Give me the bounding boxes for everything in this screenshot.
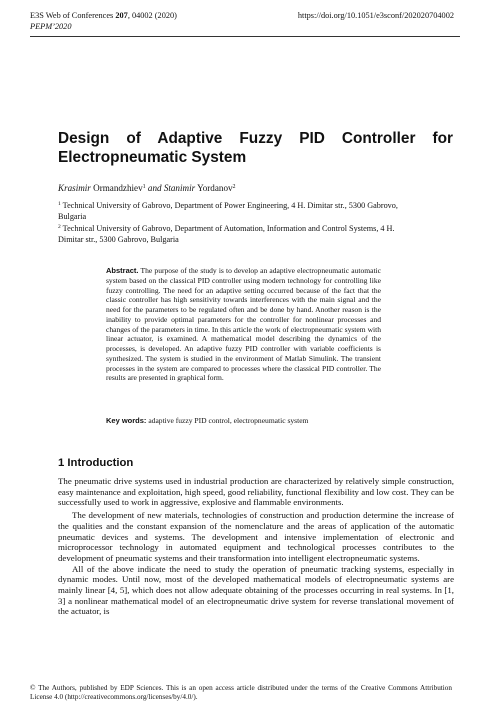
abstract: Abstract. The purpose of the study is to develop an adaptive electropneumatic automatic system based on the classical PID controller using modern technology for controlling like fuzzy controlling. The need for an adaptive setting occurred because of the fact that the classic controller has high sensitivity towards interferences with the main signal and the need for the parameters to be regulated often and be done by hand. Another reason is the inability to provide optimal parameters for the controller for nonlinear processes and changes of the parameters in time. In this article the work of electropneumatic system with linear actuator, is examined. A mathematical model describing the dynamics of the processes, is developed. An adaptive fuzzy PID controller with variable coefficients is synthesized. The system is studied in the environment of Matlab Simulink. The transient processes in the system are compared to processes where the classical PID controller. The results are presented in graphical form. (106, 266, 381, 383)
license-footer: © The Authors, published by EDP Sciences. This is an open access article distributed under the terms of the Creative Commons Attribution License 4.0 (http://creativecommons.org/licenses/by/4.0/). (30, 684, 452, 701)
body-text (58, 476, 454, 617)
paragraph: All of the above indicate the need to study the operation of pneumatic tracking systems, especially in dynamic modes. Until now, most of the developed mathematical models of electropneumatic systems are mainly linear [4, 5], which does not allow adequate obtaining of the processes occurring in real systems. In [1, 3] a nonlinear mathematical model of an electropneumatic drive system for reverse translational movement of the actuator, is (58, 563, 454, 617)
paragraph: The development of new materials, technologies of construction and production determine the increase of the qualities and the constant expansion of the nomenclature and the areas of application of the automatic pneumatic devices and systems. The development and intensive implementation of electronic and microprocessor technology in automated equipment and technological processes contributes to the development of pneumatic systems and their transformation into intelligent electropneumatic systems. (58, 510, 454, 563)
affiliation-1: $^1$ Technical University of Gabrovo, Department of Power Engineering, 4 H. Dimitar str., 5300 Gabrovo, Bulgaria (58, 201, 398, 221)
paper-title: Design of Adaptive Fuzzy PID Controller for Electropneumatic System (58, 130, 453, 166)
keywords: Key words: adaptive fuzzy PID control, electropneumatic system (106, 416, 309, 425)
keywords-label: Key words: (106, 416, 147, 425)
section-heading: 1 Introduction (58, 457, 134, 469)
author-line: Krasimir Ormandzhiev$^1$ and Stanimir Yordanov$^2$ (58, 183, 236, 193)
abstract-label: Abstract. (106, 266, 139, 275)
paragraph: The pneumatic drive systems used in industrial production are characterized by relatively simple construction, easy maintenance and exploitation, high speed, good reliability, functional flexibility and low cost. They can be successfully used to work in aggressive, explosive and flammable environments. (58, 476, 454, 508)
header-rule (30, 36, 460, 37)
journal-volume: 207 (115, 11, 128, 20)
affiliation-2: $^2$ Technical University of Gabrovo, Department of Automation, Information and Control Systems, 4 H. Dimitar str., 5300 Gabrovo, Bulgaria (58, 224, 395, 244)
conference-name: PEPM’2020 (30, 22, 72, 31)
doi-link[interactable]: https://doi.org/10.1051/e3sconf/202020704002 (297, 11, 454, 20)
journal-citation: E3S Web of Conferences 207, 04002 (2020) (30, 11, 177, 20)
